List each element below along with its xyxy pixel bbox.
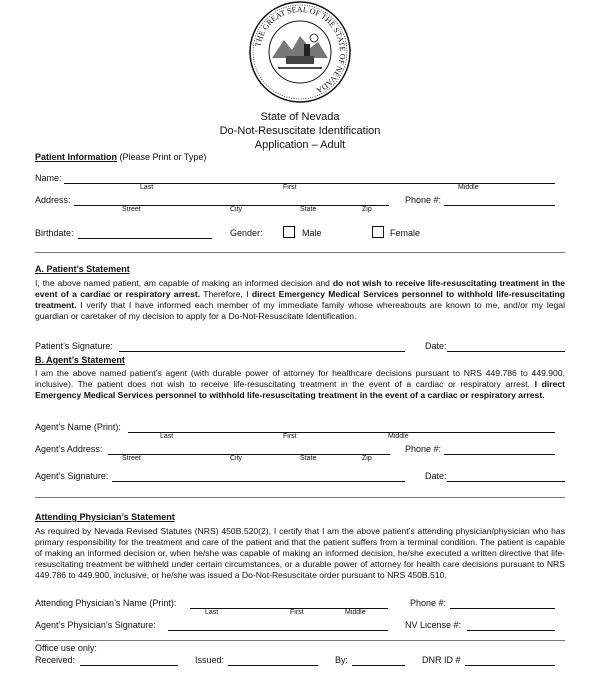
agent-phone-field[interactable] [444, 454, 555, 455]
patient-info-title: Patient Information [35, 152, 118, 162]
patient-statement-heading: A. Patient’s Statement [35, 264, 130, 274]
physician-name-sub-middle: Middle [345, 609, 366, 616]
patient-date-label: Date: [425, 341, 447, 351]
by-label: By: [335, 655, 349, 665]
text: I am the above named patient’s agent (with durable power of attorney for healthcare decisions pursuant to NRS 449.786 to 449.900, inclusive). The patient does not wish to receive life-resuscitating treatment in the event of a cardiac or respiratory arrest. [35, 368, 565, 389]
office-use-heading: Office use only: [35, 643, 97, 653]
name-sub-last: Last [140, 184, 154, 191]
male-label: Male [302, 228, 322, 238]
text: I, the above named patient, am capable of making an informed decision and [35, 278, 333, 288]
birthdate-field[interactable] [78, 238, 212, 239]
agent-name-label: Agent’s Name (Print): [35, 422, 121, 432]
received-field[interactable] [80, 665, 178, 666]
text-bold: direct Emergency Medical Services personnel to withhold life-resuscitating treatment. [35, 289, 565, 310]
male-checkbox[interactable] [283, 226, 295, 238]
patient-signature-label: Patient’s Signature: [35, 341, 113, 351]
patient-statement-text [35, 278, 565, 322]
agent-name-sub-first: First [283, 433, 297, 440]
female-checkbox[interactable] [372, 226, 384, 238]
gender-label: Gender: [230, 228, 263, 238]
text-bold: do not wish to receive life-resuscitating treatment in the event of a cardiac or respiratory arrest. [35, 278, 565, 299]
license-field[interactable] [467, 630, 555, 631]
issued-field[interactable] [228, 665, 318, 666]
name-sub-first: First [283, 184, 297, 191]
agent-statement-heading: B. Agent’s Statement [35, 355, 125, 365]
patient-info-note: (Please Print or Type) [117, 152, 207, 162]
physician-name-sub-last: Last [205, 609, 219, 616]
agent-name-field[interactable] [128, 432, 555, 433]
agent-phone-label: Phone #: [405, 444, 442, 454]
physician-name-sub-first: First [290, 609, 304, 616]
address-sub-zip: Zip [362, 206, 372, 213]
name-sub-middle: Middle [458, 184, 479, 191]
form-title-type: Application – Adult [254, 139, 346, 151]
physician-statement-heading: Attending Physician’s Statement [35, 512, 175, 522]
divider [35, 640, 565, 641]
physician-name-label: Attending Physician’s Name (Print): [35, 598, 177, 608]
by-field[interactable] [352, 665, 405, 666]
form-title-name: Do-Not-Resuscitate Identification [219, 125, 381, 137]
agent-signature-field[interactable] [112, 481, 405, 482]
birthdate-label: Birthdate: [35, 228, 74, 238]
address-sub-state: State [300, 206, 317, 213]
agent-signature-label: Agent’s Signature: [35, 471, 109, 481]
issued-label: Issued: [195, 655, 225, 665]
physician-phone-label: Phone #: [410, 598, 447, 608]
agent-address-sub-city: City [230, 455, 243, 462]
license-label: NV License #: [405, 620, 462, 630]
physician-statement-text: As required by Nevada Revised Statutes (NRS) 450B.520(2), I certify that I am the above patient’s attending physician/physician who has primary responsibility for the treatment and care of the patient and that the patient suffers from a terminal condition. The patient is capable of making an informed decision or, when he/she was capable of making an informed decision, he/she executed a written directive that life-resuscitating treatment be withheld under certain circumstances, or a durable power of attorney for health care decisions pursuant to NRS 449.786 to 449.900, inclusive, or he/she was issued a Do-Not-Resuscitate order pursuant to NRS 450B.510. [35, 526, 565, 580]
phone-field[interactable] [444, 205, 555, 206]
agent-date-label: Date: [425, 471, 447, 481]
divider [35, 252, 565, 253]
patient-date-field[interactable] [447, 351, 565, 352]
divider [35, 497, 565, 498]
agent-date-field[interactable] [447, 481, 565, 482]
name-label: Name: [35, 173, 62, 183]
agent-statement-text [35, 368, 565, 401]
address-label: Address: [35, 195, 71, 205]
text: I verify that I have informed each member of my immediate family whose whereabouts are known to me, and/or my legal guardian or caretaker of my decision to apply for a Do-Not-Resuscitate Identification. [35, 300, 565, 321]
agent-address-sub-street: Street [122, 455, 141, 462]
svg-text:THE GREAT SEAL OF THE STATE OF: THE GREAT SEAL OF THE STATE OF NEVADA [253, 4, 348, 96]
patient-info-heading [35, 152, 206, 162]
agent-name-sub-middle: Middle [388, 433, 409, 440]
address-sub-city: City [230, 206, 243, 213]
state-seal-logo [248, 0, 352, 104]
address-sub-street: Street [122, 206, 141, 213]
physician-signature-field[interactable] [168, 630, 388, 631]
dnr-id-label: DNR ID # [422, 655, 461, 665]
form-title-state: State of Nevada [260, 111, 340, 123]
agent-name-sub-last: Last [160, 433, 174, 440]
female-label: Female [390, 228, 421, 238]
physician-phone-field[interactable] [450, 608, 555, 609]
patient-signature-field[interactable] [119, 351, 405, 352]
text: Therefore, I [200, 289, 252, 299]
physician-signature-label: Agent’s Physician’s Signature: [35, 620, 156, 630]
name-field[interactable] [64, 183, 555, 184]
agent-address-sub-state: State [300, 455, 317, 462]
agent-address-field[interactable] [108, 454, 390, 455]
text-bold: I direct Emergency Medical Services personnel to withhold life-resuscitating treatment in the event of a cardiac or respiratory arrest. [35, 379, 565, 400]
agent-address-sub-zip: Zip [362, 455, 372, 462]
received-label: Received: [35, 655, 76, 665]
phone-label: Phone #: [405, 195, 442, 205]
dnr-id-field[interactable] [465, 665, 555, 666]
agent-address-label: Agent’s Address: [35, 444, 103, 454]
